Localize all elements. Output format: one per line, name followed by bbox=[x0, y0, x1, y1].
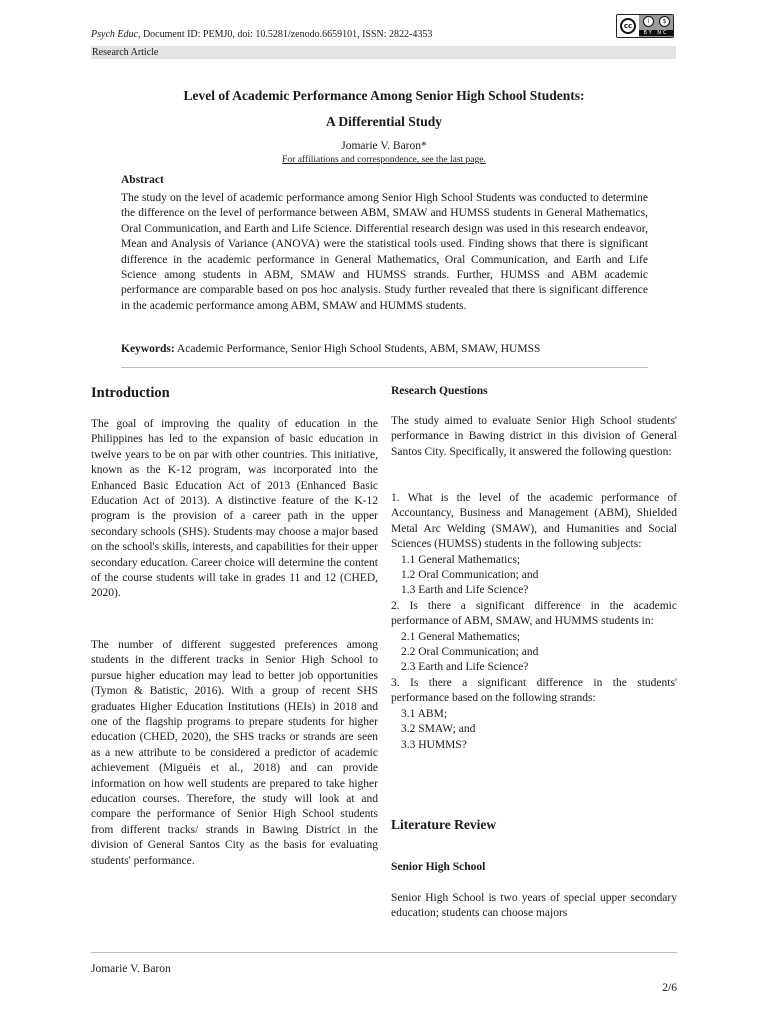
license-label: BY NC bbox=[639, 30, 673, 36]
section-bar bbox=[91, 46, 676, 59]
introduction-paragraph-1: The goal of improving the quality of education in the Philippines has led to the expansion of basic education in twelve years to be on par with other countries. This initiative, known as the K-12 program, was incorporated into the Enhanced Basic Education Act of 2013 (Enhanced Basic Education Act of 2013). A distinctive feature of the K-12 program is the provision of a career path in the upper secondary schools (SHS). Students may choose a major based on the school's skills, interests, and capabilities for their upper secondary education. Career choice will determine the content of the course students will take in grades 11 and 12 (CHED, 2020). bbox=[91, 418, 378, 600]
page-number: 2/6 bbox=[662, 982, 677, 994]
literature-review-heading: Literature Review bbox=[391, 817, 497, 832]
abstract-heading: Abstract bbox=[121, 174, 164, 186]
keywords-text: Academic Performance, Senior High School Students, ABM, SMAW, HUMSS bbox=[176, 343, 541, 355]
divider bbox=[121, 367, 648, 368]
question-2-item: 2.2 Oral Communication; and bbox=[401, 646, 539, 659]
question-3: 3. Is there a significant difference in the students' performance based on the following strands: bbox=[391, 676, 677, 705]
journal-citation-line bbox=[91, 29, 432, 41]
footer-divider bbox=[91, 952, 677, 953]
abstract-text: The study on the level of academic performance among Senior High School Students was conducted to determine the difference on the level of performance between ABM, SMAW and HUMSS students in General Mathematics, Oral Communication, and Earth and Life Science. Differential research design was used in this research endeavor, Mean and Analysis of Variance (ANOVA) were the statistical tools used. Finding shows that there is significant difference in the academic performance in General Mathematics, Oral Communication, and Earth and Life Science among students in ABM, SMAW and HUMSS strands. Further, HUMSS and ABM academic performance are comparable based on pos hoc analysis. Study further revealed that there is significant difference in the academic performance among ABM, SMAW and HUMMS students. bbox=[121, 192, 648, 312]
document-meta: , Document ID: PEMJ0, doi: 10.5281/zenodo.6659101, ISSN: 2822-4353 bbox=[137, 29, 433, 40]
question-3-item: 3.3 HUMMS? bbox=[401, 738, 467, 751]
senior-high-school-subheading: Senior High School bbox=[391, 861, 486, 873]
introduction-paragraph-2: The number of different suggested preferences among students in the different tracks in Senior High School to pursue higher education may lead to better job opportunities (Tymon & Batistic, 2016). With a group of recent SHS graduates Higher Education Institutions (HEIs) in 2018 and one of the flagship programs to prepare students for higher education (CHED, 2020), the SHS tracks or strands are seen as a new attribute to be considered a predictor of academic achievement (Miguéis et al., 2018) and can provide information on how well students are prepared to take higher education courses. Therefore, the study will look at and compare the performance of Senior High School students from different tracks/ strands in Bawing District in the division of General Santos City as the basis for evaluating students' performance. bbox=[91, 639, 378, 867]
question-2-item: 2.3 Earth and Life Science? bbox=[401, 661, 529, 674]
cc-icon: cc bbox=[620, 18, 636, 34]
author-name: Jomarie V. Baron* bbox=[341, 140, 427, 152]
keywords-label: Keywords: bbox=[121, 343, 175, 355]
literature-review-paragraph: Senior High School is two years of special upper secondary education; students can choose majors bbox=[391, 892, 677, 920]
attribution-icon: i bbox=[643, 16, 654, 27]
footer-author: Jomarie V. Baron bbox=[91, 963, 171, 975]
journal-name: Psych Educ bbox=[91, 29, 138, 40]
question-1: 1. What is the level of the academic performance of Accountancy, Business and Management (ABM), Shielded Metal Arc Welding (SMAW), and Humanities and Social Sciences (HUMSS) students in the following subjects: bbox=[391, 492, 677, 551]
keywords-line bbox=[121, 343, 540, 355]
question-2: 2. Is there a significant difference in the academic performance of ABM, SMAW, and HUMMS students in: bbox=[391, 599, 677, 628]
affiliation-link[interactable]: For affiliations and correspondence, see the last page. bbox=[282, 155, 486, 165]
introduction-heading: Introduction bbox=[91, 385, 170, 401]
question-1-item: 1.2 Oral Communication; and bbox=[401, 569, 539, 582]
question-1-item: 1.3 Earth and Life Science? bbox=[401, 584, 529, 597]
paper-title-line-1: Level of Academic Performance Among Senior High School Students: bbox=[183, 88, 585, 103]
paper-title-line-2: A Differential Study bbox=[325, 114, 442, 129]
section-label: Research Article bbox=[92, 47, 159, 58]
noncommercial-icon: $ bbox=[659, 16, 670, 27]
question-3-item: 3.2 SMAW; and bbox=[401, 723, 476, 736]
question-2-item: 2.1 General Mathematics; bbox=[401, 630, 521, 643]
question-3-item: 3.1 ABM; bbox=[401, 707, 448, 720]
research-questions-heading: Research Questions bbox=[391, 385, 488, 397]
research-questions-list bbox=[391, 491, 677, 753]
creative-commons-license-badge bbox=[616, 14, 674, 38]
question-1-item: 1.1 General Mathematics; bbox=[401, 553, 521, 566]
research-questions-intro: The study aimed to evaluate Senior High School students' performance in Bawing district in this division of General Santos City. Specifically, it answered the following question: bbox=[391, 415, 677, 458]
